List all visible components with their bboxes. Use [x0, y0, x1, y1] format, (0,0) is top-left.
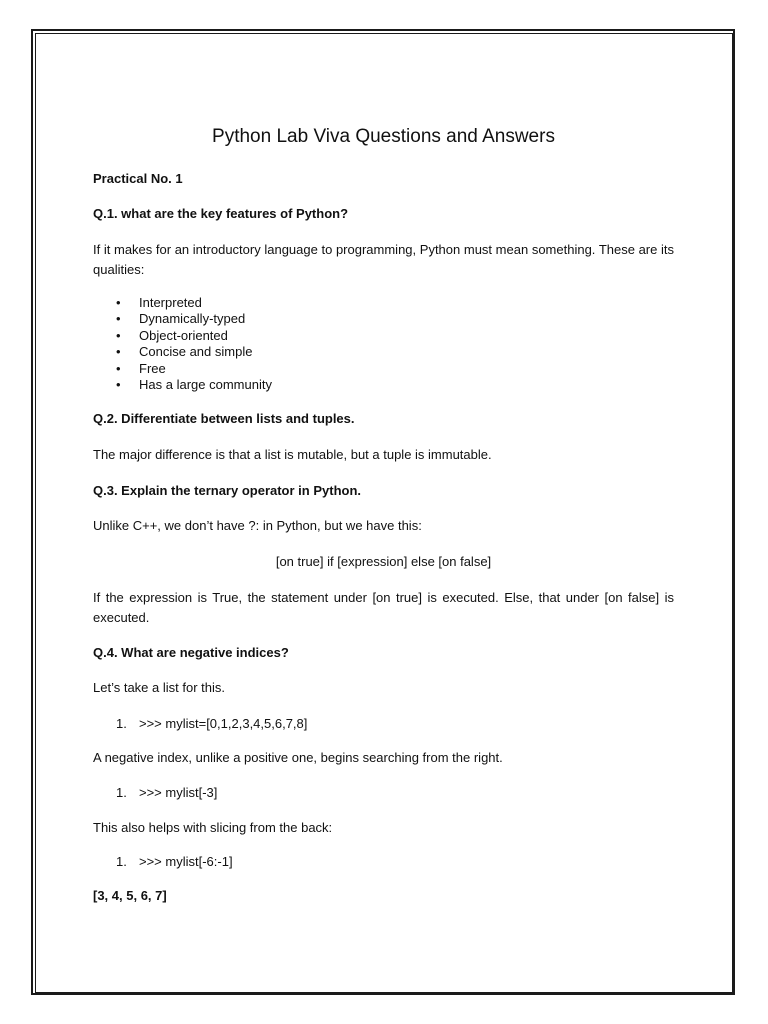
features-list [93, 295, 272, 393]
list-number: 1. [116, 854, 127, 869]
code-line: >>> mylist[-6:-1] [139, 854, 233, 869]
practical-heading: Practical No. 1 [93, 171, 183, 186]
list-item: • Concise and simple [116, 344, 253, 360]
slice-result: [3, 4, 5, 6, 7] [93, 888, 167, 903]
code-example-3 [93, 852, 674, 871]
code-line: >>> mylist=[0,1,2,3,4,5,6,7,8] [139, 716, 308, 731]
code-example-1 [93, 714, 674, 733]
code-example-2 [93, 783, 674, 802]
answer-2: The major difference is that a list is mutable, but a tuple is immutable. [93, 447, 492, 462]
answer-4-intro: Let’s take a list for this. [93, 680, 225, 695]
bullet-icon: • [116, 360, 121, 376]
bullet-icon: • [116, 295, 121, 310]
list-item: • Has a large community [116, 377, 272, 393]
bullet-icon: • [116, 327, 121, 343]
question-4: Q.4. What are negative indices? [93, 645, 289, 660]
answer-3-intro: Unlike C++, we don’t have ?: in Python, but we have this: [93, 518, 422, 533]
bullet-icon: • [116, 377, 121, 393]
document-title: Python Lab Viva Questions and Answers [212, 126, 555, 147]
ternary-syntax: [on true] if [expression] else [on false] [275, 554, 492, 569]
list-item: • Free [116, 360, 166, 376]
code-line: >>> mylist[-3] [139, 785, 218, 800]
answer-1: If it makes for an introductory language to programming, Python must mean something. These are its qualities: [93, 242, 674, 277]
list-item: • Dynamically-typed [116, 311, 246, 327]
answer-4-slicing: This also helps with slicing from the back: [93, 820, 333, 835]
answer-3-explanation: If the expression is True, the statement under [on true] is executed. Else, that under [on false] is executed. [93, 590, 674, 625]
bullet-icon: • [116, 311, 121, 327]
question-3: Q.3. Explain the ternary operator in Python. [93, 483, 361, 498]
list-number: 1. [116, 716, 127, 731]
bullet-icon: • [116, 344, 121, 360]
list-number: 1. [116, 785, 127, 800]
list-item: • Object-oriented [116, 327, 228, 343]
question-1: Q.1. what are the key features of Python? [93, 206, 349, 221]
list-item: • Interpreted [116, 295, 202, 310]
answer-4-explanation: A negative index, unlike a positive one, begins searching from the right. [93, 750, 503, 765]
question-2: Q.2. Differentiate between lists and tuples. [93, 411, 355, 426]
